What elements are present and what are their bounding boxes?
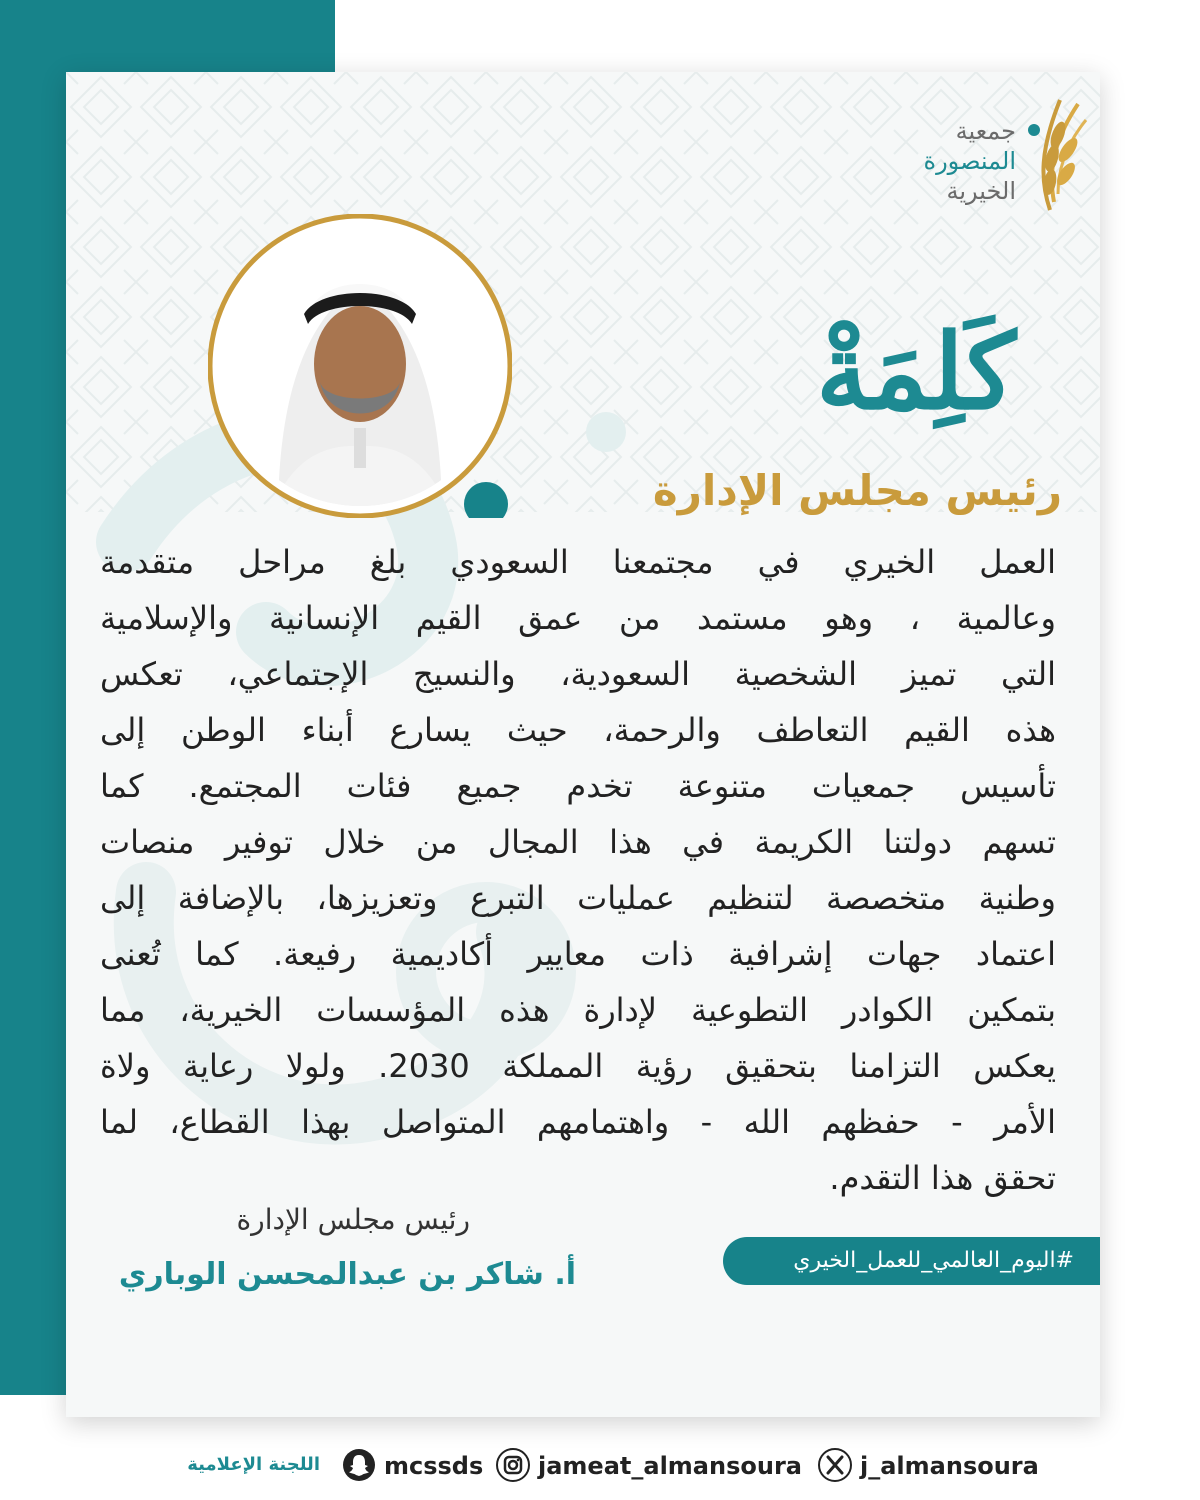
body-line: الأمر - حفظهم الله - واهتمامهم المتواصل بهذا القطاع، لما (100, 1103, 1056, 1141)
body-line: تحقق هذا التقدم. (829, 1159, 1056, 1197)
body-line: اعتماد جهات إشرافية ذات معايير أكاديمية رفيعة. كما تُعنى (100, 935, 1056, 973)
chairman-portrait (208, 214, 512, 518)
media-committee-label: اللجنة الإعلامية (187, 1454, 320, 1475)
statement-card (66, 72, 1100, 1417)
kalima-title: كَلِمَةْ (816, 310, 1016, 433)
x-link[interactable] (818, 1448, 1058, 1484)
association-logo (898, 90, 1098, 220)
hashtag-badge: #اليوم_العالمي_للعمل_الخيري (723, 1237, 1100, 1285)
snapchat-handle: mcssds (384, 1452, 484, 1480)
body-line: التي تميز الشخصية السعودية، والنسيج الإجتماعي، تعكس (100, 655, 1056, 693)
instagram-handle: jameat_almansoura (538, 1452, 802, 1480)
body-line: بتمكين الكوادر التطوعية لإدارة هذه المؤسسات الخيرية، مما (100, 991, 1056, 1029)
body-line: وطنية متخصصة لتنظيم عمليات التبرع وتعزيزها، بالإضافة إلى (100, 879, 1056, 917)
body-line: تأسيس جمعيات متنوعة تخدم جميع فئات المجتمع. كما (100, 767, 1056, 805)
page-subtitle: رئيس مجلس الإدارة (652, 466, 1062, 515)
x-icon (818, 1448, 852, 1482)
body-line: يعكس التزامنا بتحقيق رؤية المملكة 2030. ولولا رعاية ولاة (100, 1047, 1057, 1085)
body-line: هذه القيم التعاطف والرحمة، حيث يسارع أبناء الوطن إلى (100, 711, 1056, 749)
body-line: تسهم دولتنا الكريمة في هذا المجال من خلال توفير منصات (100, 823, 1056, 861)
signature-name: أ. شاكر بن عبدالمحسن الوباري (118, 1257, 576, 1292)
statement-body (100, 534, 1057, 1197)
snapchat-icon (342, 1448, 376, 1482)
signature-role: رئيس مجلس الإدارة (236, 1203, 470, 1236)
x-handle: j_almansoura (860, 1452, 1039, 1480)
wheat-logo-icon (1020, 90, 1090, 215)
logo-line: الخيرية (946, 177, 1016, 205)
footer-bar (0, 1430, 1200, 1500)
logo-line: جمعية (955, 117, 1016, 145)
snapchat-link[interactable] (342, 1448, 502, 1484)
logo-line: المنصورة (923, 147, 1016, 175)
body-line: العمل الخيري في مجتمعنا السعودي بلغ مراحل متقدمة (100, 543, 1056, 581)
instagram-icon (496, 1448, 530, 1482)
logo-text (898, 116, 1016, 206)
instagram-link[interactable] (496, 1448, 816, 1484)
body-line: وعالمية ، وهو مستمد من عمق القيم الإنسانية والإسلامية (100, 599, 1056, 637)
